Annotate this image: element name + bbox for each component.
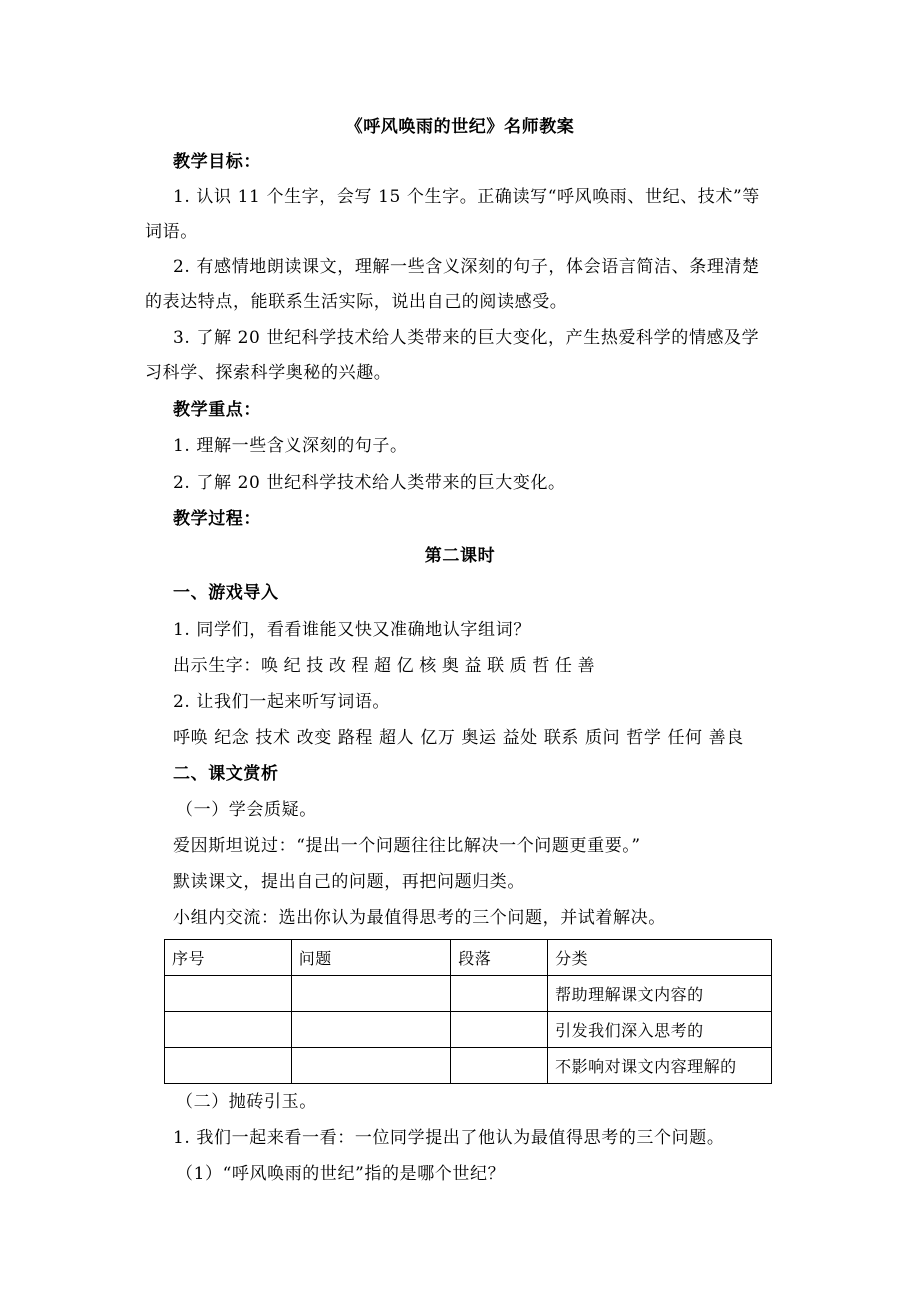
subsection-2: （二）抛砖引玉。 (176, 1092, 317, 1112)
word: 路程 (337, 728, 374, 748)
word: 超人 (379, 728, 415, 748)
group-discussion-instruction: 小组内交流：选出你认为最值得思考的三个问题，并试着解决。 (173, 908, 666, 928)
chars-label: 出示生字： (173, 656, 261, 676)
word: 益处 (502, 728, 538, 748)
header-cell: 段落 (451, 940, 548, 976)
goal-3-line-2: 习科学、探索科学奥秘的兴趣。 (145, 363, 392, 383)
char: 唤 (261, 656, 279, 676)
goal-3-line-1: 3. 了解 20 世纪科学技术给人类带来的巨大变化，产生热爱科学的情感及学 (173, 328, 760, 348)
table-cell (291, 1012, 451, 1048)
question-table (164, 939, 772, 1084)
process-heading: 教学过程： (173, 509, 261, 529)
char: 核 (419, 656, 437, 676)
document-title: 《呼风唤雨的世纪》名师教案 (345, 117, 575, 137)
goal-1-line-1: 1. 认识 11 个生字，会写 15 个生字。正确读写“呼风唤雨、世纪、技术”等 (173, 187, 760, 207)
table-cell: 引发我们深入思考的 (548, 1012, 772, 1048)
goal-2-line-1: 2. 有感情地朗读课文，理解一些含义深刻的句子，体会语言简洁、条理清楚 (173, 257, 760, 277)
char: 纪 (283, 656, 302, 676)
word: 联系 (543, 728, 580, 748)
read-silently-instruction: 默读课文，提出自己的问题，再把问题归类。 (173, 872, 525, 892)
dictation-words-line (173, 727, 744, 749)
char: 程 (351, 656, 370, 676)
char: 亿 (396, 656, 415, 676)
char: 奥 (441, 656, 460, 676)
table-cell: 不影响对课文内容理解的 (548, 1048, 772, 1084)
table-row (165, 1048, 772, 1084)
table-cell (165, 976, 292, 1012)
word: 改变 (296, 728, 332, 748)
table-cell (291, 976, 451, 1012)
header-cell: 序号 (165, 940, 292, 976)
subsection-2-question-1-1: （1）“呼风唤雨的世纪”指的是哪个世纪？ (176, 1164, 506, 1184)
char: 质 (509, 656, 528, 676)
word: 亿万 (420, 728, 456, 748)
key-point-1: 1. 理解一些含义深刻的句子。 (173, 436, 408, 456)
section-1-question-2: 2. 让我们一起来听写词语。 (173, 692, 391, 712)
word: 奥运 (461, 728, 497, 748)
char: 益 (464, 656, 483, 676)
subsection-1: （一）学会质疑。 (176, 800, 317, 820)
word: 任何 (667, 728, 703, 748)
section-1-heading: 一、游戏导入 (173, 583, 279, 603)
einstein-quote: 爱因斯坦说过：“提出一个问题往往比解决一个问题更重要。” (173, 836, 641, 856)
word: 纪念 (214, 728, 250, 748)
table-row (165, 1012, 772, 1048)
word: 善良 (708, 728, 744, 748)
subsection-2-question-1: 1. 我们一起来看一看：一位同学提出了他认为最值得思考的三个问题。 (173, 1128, 725, 1148)
word: 哲学 (626, 728, 662, 748)
table-cell (165, 1048, 292, 1084)
table-cell (165, 1012, 292, 1048)
word: 呼唤 (173, 728, 209, 748)
word: 技术 (255, 728, 291, 748)
char: 技 (306, 656, 324, 676)
char: 善 (577, 656, 596, 676)
header-cell: 分类 (548, 940, 772, 976)
goal-1-line-2: 词语。 (145, 222, 198, 242)
key-point-2: 2. 了解 20 世纪科学技术给人类带来的巨大变化。 (173, 473, 566, 493)
section-2-heading: 二、课文赏析 (173, 764, 279, 784)
word: 质问 (585, 728, 621, 748)
goal-2-line-2: 的表达特点，能联系生活实际，说出自己的阅读感受。 (145, 292, 568, 312)
table-header-row (165, 940, 772, 976)
lesson-title: 第二课时 (424, 546, 496, 566)
char: 哲 (532, 656, 550, 676)
char: 超 (374, 656, 392, 676)
goals-heading: 教学目标： (173, 152, 261, 172)
key-points-heading: 教学重点： (173, 400, 261, 420)
table-cell (291, 1048, 451, 1084)
char: 改 (328, 656, 347, 676)
new-characters-line (173, 655, 600, 677)
table-cell (451, 976, 548, 1012)
header-cell: 问题 (291, 940, 451, 976)
table-cell (451, 1012, 548, 1048)
table-cell (451, 1048, 548, 1084)
char: 任 (554, 656, 573, 676)
char: 联 (487, 656, 505, 676)
table-cell: 帮助理解课文内容的 (548, 976, 772, 1012)
section-1-question-1: 1. 同学们，看看谁能又快又准确地认字组词？ (173, 620, 531, 640)
table-row (165, 976, 772, 1012)
